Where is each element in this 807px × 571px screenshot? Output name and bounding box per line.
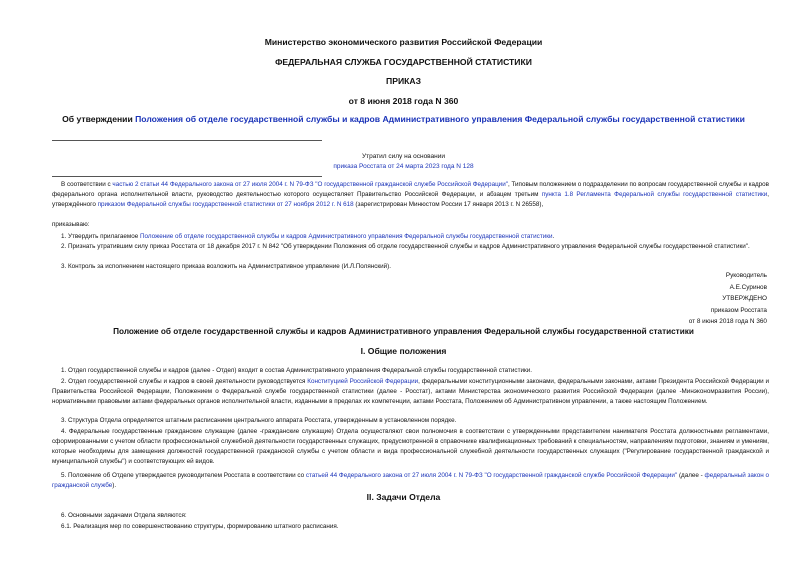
preamble-text-a: В соответствии с bbox=[61, 181, 113, 188]
order-1-end: . bbox=[552, 233, 555, 240]
status-block bbox=[0, 152, 807, 172]
reg-paragraph-6: 6. Основными задачами Отдела являются: bbox=[61, 512, 187, 519]
reg-paragraph-5 bbox=[52, 471, 769, 491]
signature-role: Руководитель bbox=[725, 272, 767, 279]
doc-date: от 8 июня 2018 года N 360 bbox=[348, 96, 459, 106]
preamble-text-d: (зарегистрирован Минюстом России 17 января 2013 г. N 26558), bbox=[353, 201, 544, 208]
status-line-1: Утратил силу на основании bbox=[361, 153, 446, 160]
preamble-link-law[interactable]: частью 2 статьи 44 Федерального закона от 27 июля 2004 г. N 79-ФЗ "О государственной гражданской службе Российской Федерации" bbox=[112, 181, 508, 188]
doc-title-prefix: Об утверждении bbox=[62, 114, 136, 124]
signature-block bbox=[689, 270, 767, 328]
reg-p2-text-b: , федеральными конституционными законами, федеральными законами, актами Президента Российской Федерации и Правительства Российской Федерации, Положением о Федеральной службе государственной статистики (далее - Росстат), актами Министерства экономического развития Российской Федерации (далее -Минэкономразвития России), нормативными правовыми актами федеральных органов исполнительной власти, изданными в пределах их компетенции, актами Росстата, Положением об Административном управлении, а также настоящим Положением. bbox=[52, 378, 769, 405]
divider-status bbox=[52, 176, 322, 177]
reg-paragraph-1: 1. Отдел государственной службы и кадров (далее - Отдел) входит в состав Административного управления Федеральной службы государственной статистики. bbox=[61, 367, 532, 374]
section-2-heading: II. Задачи Отдела bbox=[366, 492, 441, 502]
reg-p5-text-a: 5. Положение об Отделе утверждается руководителем Росстата в соответствии со bbox=[61, 472, 306, 479]
preamble-prikazyvayu: приказываю: bbox=[52, 221, 90, 228]
approved-date: от 8 июня 2018 года N 360 bbox=[688, 318, 767, 325]
order-item-2: 2. Признать утратившим силу приказ Росстата от 18 декабря 2017 г. N 842 "Об утверждении Положения об отделе государственной службы и кадров Административного управления Федеральной службы государственной статистики". bbox=[61, 243, 750, 250]
reg-paragraph-4: 4. Федеральные государственные гражданские служащие (далее -гражданские служащие) Отдела осуществляют свои полномочия в соответствии с утвержденными представителем нанимателя Росстата должностными регламентами, сформированными с учетом области профессиональной служебной деятельности государственных служащих, предусмотренной в справочнике квалификационных требований к специальностям, направлениям подготовки, знаниям и умениям, которые необходимы для замещения должностей государственной гражданской службы с учетом области и вида профессиональной служебной деятельности государственных служащих ("Регулирование государственной гражданской и муниципальной службы") и соответствующих ей видов. bbox=[52, 428, 769, 465]
signature-name: А.Е.Суринов bbox=[729, 283, 767, 291]
doc-title bbox=[0, 114, 807, 124]
preamble-text-b: , Типовым положением о подразделении по вопросам государственной службы и кадров федерального органа исполнительной власти, руководство деятельностью которого осуществляет Правительство Российской Федерации, и абзацем третьим bbox=[52, 181, 770, 198]
approved-by: приказом Росстата bbox=[710, 306, 767, 314]
order-1-link[interactable]: Положение об отделе государственной службы и кадров Административного управления Федеральной службы государственной статистики bbox=[139, 233, 553, 240]
reg-p5-text-c: ). bbox=[112, 482, 117, 489]
preamble-paragraph bbox=[52, 180, 769, 210]
service-heading: ФЕДЕРАЛЬНАЯ СЛУЖБА ГОСУДАРСТВЕННОЙ СТАТИСТИКИ bbox=[275, 57, 532, 67]
reg-paragraph-3: 3. Структура Отдела определяется штатным расписанием центрального аппарата Росстата, утвержденным в установленном порядке. bbox=[61, 417, 457, 424]
reg-p5-link-law[interactable]: статьей 44 Федерального закона от 27 июля 2004 г. N 79-ФЗ "О государственной гражданской службе Российской Федерации" bbox=[305, 472, 678, 479]
doc-type: ПРИКАЗ bbox=[386, 76, 421, 86]
divider-top bbox=[52, 140, 322, 141]
preamble-link-order[interactable]: приказом Федеральной службы государственной статистики от 27 ноября 2012 г. N 618 bbox=[97, 201, 354, 208]
reg-p5-text-b: (далее - bbox=[677, 472, 705, 479]
approved-label: УТВЕРЖДЕНО bbox=[722, 295, 767, 302]
regulation-title: Положение об отделе государственной службы и кадров Административного управления Федеральной службы государственной статистики bbox=[113, 327, 694, 336]
doc-title-link[interactable]: Положения об отделе государственной службы и кадров Административного управления Федеральной службы государственной статистики bbox=[135, 114, 745, 124]
status-link[interactable]: приказа Росстата от 24 марта 2023 года N 128 bbox=[333, 163, 474, 170]
reg-p2-text-a: 2. Отдел государственной службы и кадров в своей деятельности руководствуется bbox=[61, 378, 308, 385]
reg-p2-link-constitution[interactable]: Конституцией Российской Федерации bbox=[307, 378, 419, 385]
reg-p5-link-short[interactable]: федеральный закон о гражданской службе bbox=[52, 472, 769, 489]
reg-paragraph-2 bbox=[52, 377, 769, 407]
ministry-heading: Министерство экономического развития Российской Федерации bbox=[264, 37, 543, 47]
preamble-text-c: , утверждённого bbox=[52, 191, 770, 208]
reg-paragraph-6-1: 6.1. Реализация мер по совершенствованию структуры, формированию штатного расписания. bbox=[61, 523, 339, 530]
section-1-heading: I. Общие положения bbox=[360, 346, 447, 356]
order-item-3: 3. Контроль за исполнением настоящего приказа возложить на Административное управление (И.Л.Полянский). bbox=[61, 263, 392, 270]
preamble-link-reglament[interactable]: пункта 1.8 Регламента Федеральной службы государственной статистики bbox=[541, 191, 768, 198]
order-1-text: 1. Утвердить прилагаемое bbox=[61, 233, 140, 240]
order-item-1 bbox=[52, 232, 769, 242]
